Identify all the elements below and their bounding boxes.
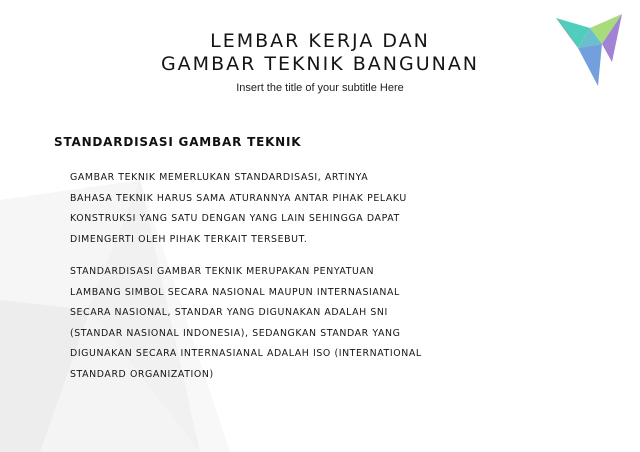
subtitle: Insert the title of your subtitle Here	[236, 82, 404, 94]
paragraph-line: BAHASA TEKNIK HARUS SAMA ATURANNYA ANTAR PIHAK PELAKU	[70, 192, 407, 204]
paragraph-line: DIGUNAKAN SECARA INTERNASIANAL ADALAH ISO (INTERNATIONAL	[70, 348, 422, 359]
paragraph-line: SECARA NASIONAL, STANDAR YANG DIGUNAKAN ADALAH SNI	[70, 307, 388, 318]
paragraph-line: DIMENGERTI OLEH PIHAK TERKAIT TERSEBUT.	[70, 233, 308, 245]
title-line-1: LEMBAR KERJA DAN	[210, 30, 430, 52]
paragraph-line: (STANDAR NASIONAL INDONESIA), SEDANGKAN STANDAR YANG	[70, 327, 401, 339]
paragraph-line: KONSTRUKSI YANG SATU DENGAN YANG LAIN SEHINGGA DAPAT	[70, 213, 400, 224]
page-title	[0, 30, 640, 76]
paragraph-line: LAMBANG SIMBOL SECARA NASIONAL MAUPUN INTERNASIANAL	[70, 286, 400, 298]
paragraph-1	[70, 168, 490, 250]
paragraph-line: STANDARDISASI GAMBAR TEKNIK MERUPAKAN PENYATUAN	[70, 266, 375, 277]
section-heading: STANDARDISASI GAMBAR TEKNIK	[54, 135, 302, 149]
paragraph-line: GAMBAR TEKNIK MEMERLUKAN STANDARDISASI, ARTINYA	[70, 172, 369, 183]
paragraph-line: STANDARD ORGANIZATION)	[70, 368, 214, 380]
paragraph-2	[70, 262, 490, 385]
title-line-2: GAMBAR TEKNIK BANGUNAN	[160, 53, 480, 75]
